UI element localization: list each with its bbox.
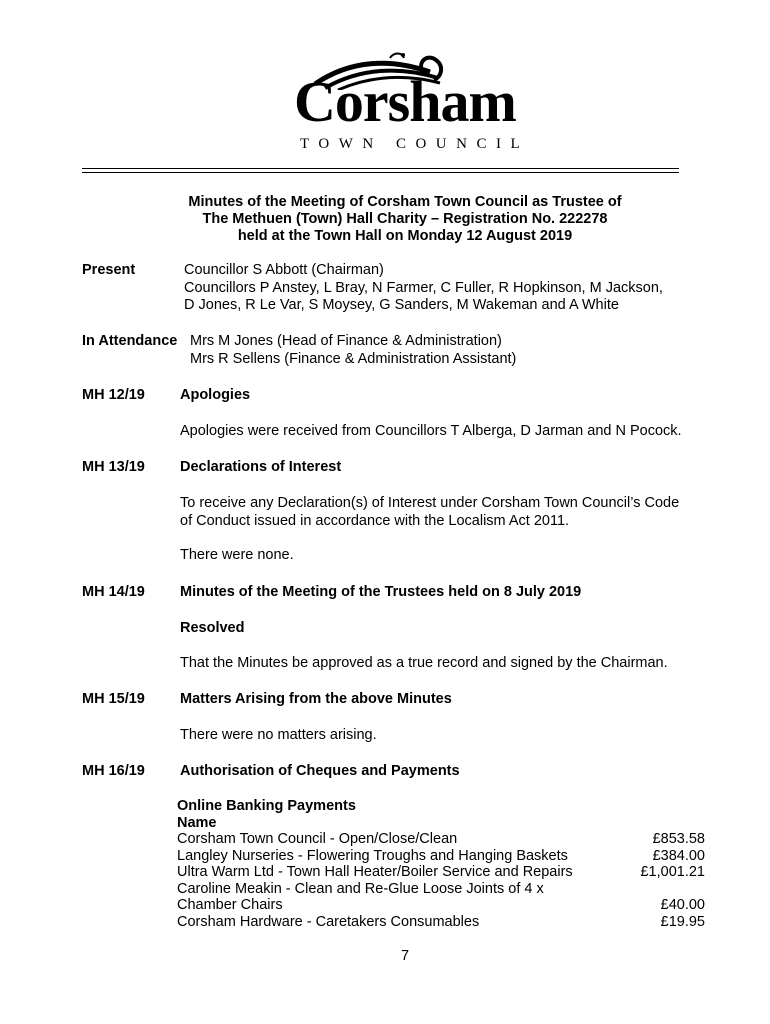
item-subheading: Resolved (180, 620, 245, 636)
header-rule-bottom (82, 172, 679, 173)
logo-subtitle: TOWN COUNCIL (300, 136, 530, 152)
attendance-line: Mrs R Sellens (Finance & Administration Assistant) (190, 350, 517, 367)
item-text: Apologies were received from Councillors T Alberga, D Jarman and N Pocock. (180, 423, 682, 439)
present-list (184, 262, 663, 315)
item-text: To receive any Declaration(s) of Interest under Corsham Town Council’s Code (180, 495, 680, 511)
payment-amount (631, 881, 705, 898)
payment-amount: £853.58 (652, 831, 705, 847)
item-heading: Minutes of the Meeting of the Trustees held on 8 July 2019 (180, 584, 582, 600)
title-line-2: The Methuen (Town) Hall Charity – Registration No. 222278 (202, 211, 608, 227)
item-ref: MH 14/19 (82, 584, 145, 600)
item-heading: Apologies (180, 387, 251, 403)
item-text: That the Minutes be approved as a true record and signed by the Chairman. (180, 655, 668, 671)
title-line-3: held at the Town Hall on Monday 12 August 2019 (237, 228, 573, 244)
minutes-title (82, 194, 728, 245)
present-label: Present (82, 262, 136, 278)
payments-table (177, 831, 705, 930)
item-heading: Matters Arising from the above Minutes (180, 691, 452, 707)
payment-amount: £384.00 (652, 847, 705, 864)
payment-name: Ultra Warm Ltd - Town Hall Heater/Boiler Service and Repairs (177, 864, 573, 880)
payment-row (177, 914, 705, 931)
payment-row (177, 831, 705, 848)
payment-amount: £1,001.21 (640, 864, 705, 880)
payments-heading: Online Banking Payments (177, 798, 356, 814)
payment-name: Caroline Meakin - Clean and Re-Glue Loose Joints of 4 x (177, 880, 544, 897)
attendance-label: In Attendance (82, 333, 178, 349)
payment-row (177, 897, 705, 914)
payment-row (177, 848, 705, 865)
council-logo (290, 50, 530, 160)
item-heading: Declarations of Interest (180, 459, 342, 475)
payment-name: Corsham Town Council - Open/Close/Clean (177, 831, 458, 847)
logo-wordmark: Corsham (294, 69, 516, 134)
payment-row (177, 881, 705, 898)
payment-name: Corsham Hardware - Caretakers Consumables (177, 913, 480, 930)
header-rule-top (82, 168, 679, 169)
item-text: There were none. (180, 547, 294, 563)
present-line: Councillor S Abbott (Chairman) (184, 262, 384, 278)
attendance-line: Mrs M Jones (Head of Finance & Administration) (190, 333, 502, 349)
present-line: D Jones, R Le Var, S Moysey, G Sanders, M Wakeman and A White (184, 297, 619, 313)
payment-amount: £40.00 (660, 897, 705, 913)
page-number: 7 (400, 948, 410, 964)
title-line-1: Minutes of the Meeting of Corsham Town Council as Trustee of (188, 194, 622, 210)
payment-name: Langley Nurseries - Flowering Troughs and Hanging Baskets (177, 847, 568, 864)
item-text: There were no matters arising. (180, 727, 377, 743)
item-ref: MH 13/19 (82, 459, 145, 475)
payment-row (177, 864, 705, 881)
payments-section (177, 798, 705, 930)
item-text-block (180, 495, 679, 530)
attendance-list (190, 333, 516, 368)
present-line: Councillors P Anstey, L Bray, N Farmer, C Fuller, R Hopkinson, M Jackson, (184, 279, 663, 296)
payment-name: Chamber Chairs (177, 897, 283, 913)
item-ref: MH 12/19 (82, 387, 145, 403)
item-text: of Conduct issued in accordance with the Localism Act 2011. (180, 512, 570, 529)
payment-amount: £19.95 (660, 913, 705, 930)
item-heading: Authorisation of Cheques and Payments (180, 763, 460, 779)
item-ref: MH 16/19 (82, 763, 145, 779)
payments-column-name: Name (177, 814, 217, 831)
item-ref: MH 15/19 (82, 691, 145, 707)
